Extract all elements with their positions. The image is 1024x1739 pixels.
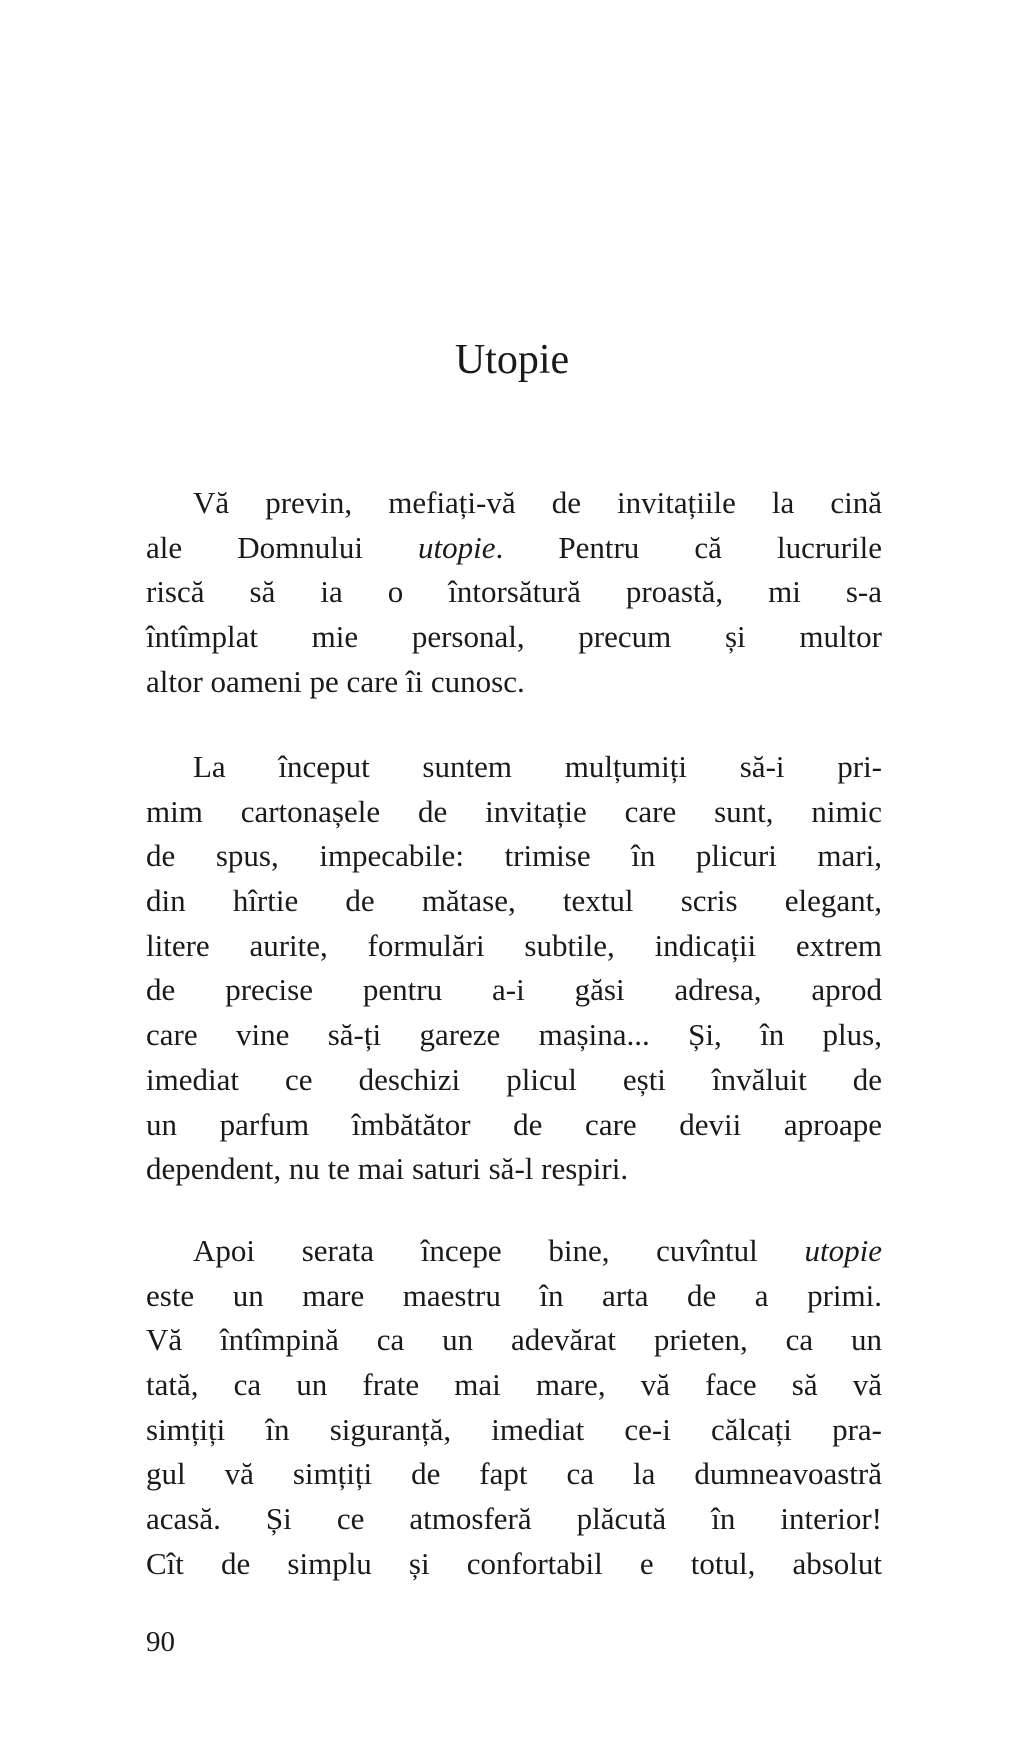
text-line — [146, 1452, 882, 1497]
text-line — [146, 526, 882, 571]
text-segment: este un mare maestru în arta de a primi. — [146, 1277, 882, 1313]
text-segment: mim cartonașele de invitație care sunt, nimic — [146, 793, 882, 829]
paragraph — [146, 1229, 882, 1587]
text-line — [146, 1013, 882, 1058]
text-line — [146, 570, 882, 615]
text-segment: simțiți în siguranță, imediat ce-i călcați pra- — [146, 1411, 882, 1447]
text-segment: acasă. Și ce atmosferă plăcută în interior! — [146, 1501, 882, 1537]
page-number: 90 — [146, 1626, 175, 1658]
text-segment: altor oameni pe care îi cunosc. — [146, 663, 525, 699]
text-segment: de spus, impecabile: trimise în plicuri mari, — [146, 838, 882, 874]
text-line — [146, 1274, 882, 1319]
text-segment: ale Domnului — [146, 529, 419, 565]
text-segment: . Pentru că lucrurile — [495, 529, 882, 565]
paragraph — [146, 745, 882, 1192]
text-line — [146, 745, 882, 790]
text-line — [146, 1497, 882, 1542]
text-line — [146, 1318, 882, 1363]
text-segment: întîmplat mie personal, precum și multor — [146, 619, 882, 655]
text-line — [146, 1229, 882, 1274]
text-segment: care vine să-ți gareze mașina... Și, în plus, — [146, 1017, 882, 1053]
text-segment: riscă să ia o întorsătură proastă, mi s-a — [146, 574, 882, 610]
text-line — [146, 481, 882, 526]
text-segment: La început suntem mulțumiți să-i pri- — [193, 749, 882, 784]
text-line — [146, 879, 882, 924]
chapter-title: Utopie — [454, 337, 570, 383]
text-line — [146, 1542, 882, 1587]
text-line — [146, 660, 882, 705]
text-line — [146, 834, 882, 879]
text-segment: Vă întîmpină ca un adevărat prieten, ca un — [146, 1322, 882, 1358]
text-line — [146, 1103, 882, 1148]
text-segment: imediat ce deschizi plicul ești învăluit de — [146, 1061, 882, 1097]
text-segment: Cît de simplu și confortabil e totul, absolut — [146, 1545, 882, 1581]
paragraph — [146, 481, 882, 704]
italic-text: utopie — [418, 529, 496, 565]
text-line — [146, 1147, 882, 1192]
text-segment: din hîrtie de mătase, textul scris elegant, — [146, 883, 882, 919]
italic-text: utopie — [804, 1233, 882, 1268]
text-segment: de precise pentru a-i găsi adresa, aprod — [146, 972, 882, 1008]
text-line — [146, 1058, 882, 1103]
text-segment: gul vă simțiți de fapt ca la dumneavoastră — [146, 1456, 882, 1492]
text-segment: tată, ca un frate mai mare, vă face să vă — [146, 1367, 882, 1403]
text-segment: Vă previn, mefiați-vă de invitațiile la cină — [193, 485, 882, 520]
text-line — [146, 1363, 882, 1408]
text-line — [146, 1408, 882, 1453]
text-line — [146, 968, 882, 1013]
text-segment: dependent, nu te mai saturi să-l respiri. — [146, 1151, 629, 1187]
text-line — [146, 790, 882, 835]
text-segment: litere aurite, formulări subtile, indicații extrem — [146, 927, 882, 963]
text-segment: Apoi serata începe bine, cuvîntul — [193, 1233, 805, 1268]
text-line — [146, 615, 882, 660]
text-segment: un parfum îmbătător de care devii aproape — [146, 1106, 882, 1142]
text-line — [146, 924, 882, 969]
